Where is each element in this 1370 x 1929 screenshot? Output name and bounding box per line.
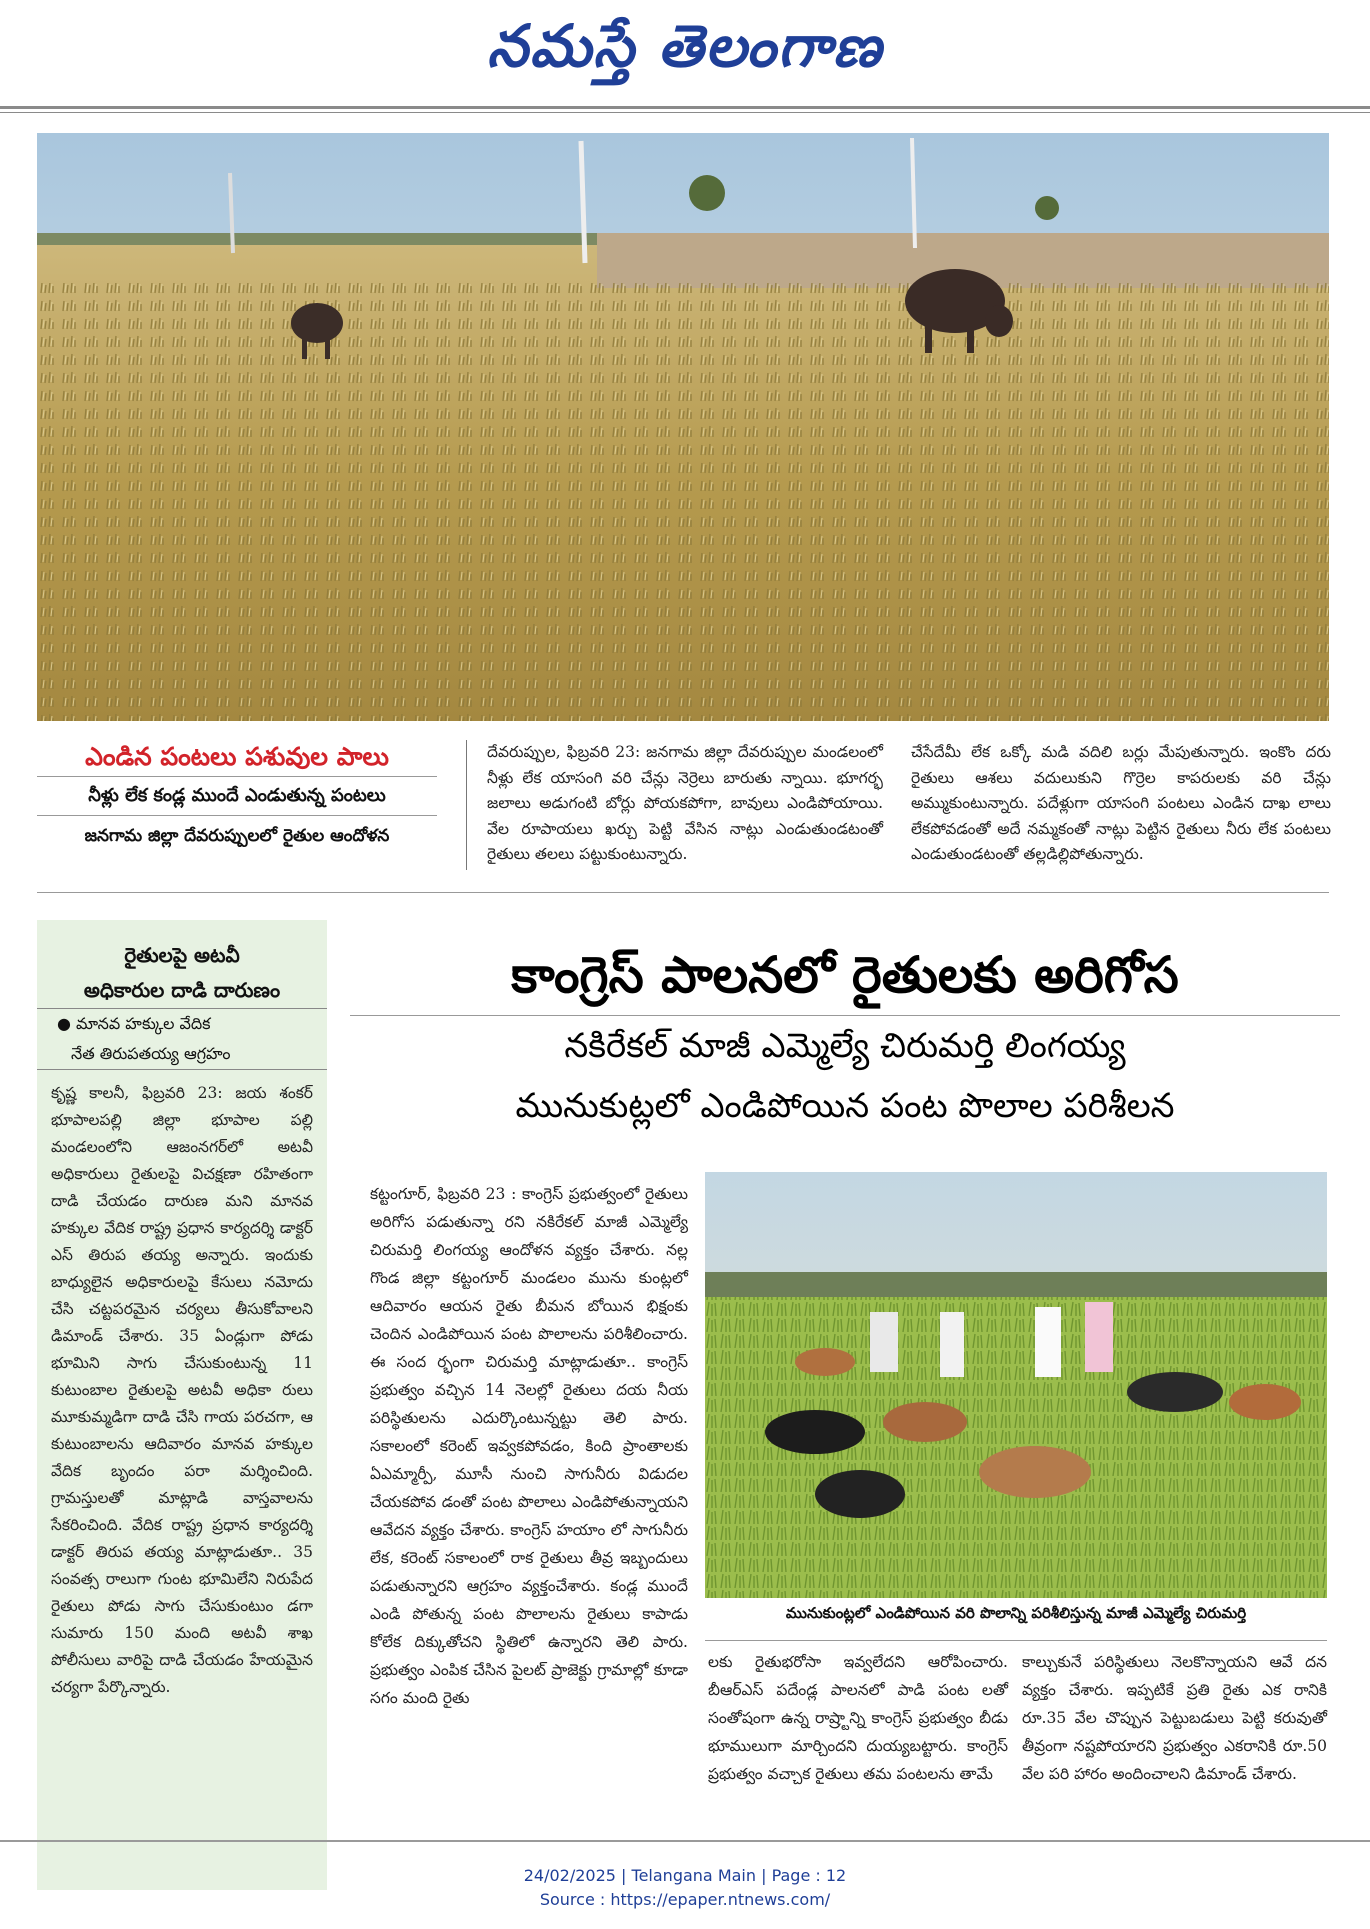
sidebar-bullet1: ● మానవ హక్కుల వేదిక: [37, 1008, 327, 1039]
story1-col2: చేసేదేమీ లేక ఒక్కో మడి వదిలి బర్లు మేపుతున్నారు. ఇంకొం దరు రైతులు ఆశలు వదులుకుని గొర్రెల కాపరులకు వరి చేన్లు అమ్ముకుంటున్నారు. పదేళ్లుగా యాసంగి పంటలు ఎండిన దాఖ లాలు లేకపోవడంతో అదే నమ్మకంతో నాట్లు పెట్టిన రైతులు నీరు లేక పంటలు ఎండుతుండటంతో తల్లడిల్లిపోతున్నారు.: [911, 743, 1331, 864]
story1-col1: దేవరుప్పుల, ఫిబ్రవరి 23: జనగామ జిల్లా దేవరుప్పుల మండలంలో నీళ్లు లేక యాసంగి వరి చేన్లు నెర్రెలు బారుతు న్నాయి. భూగర్భ జలాలు అడుగంటి బోర్లు పోయకపోగా, బావులు ఎండిపోయాయి. వేల రూపాయలు ఖర్చు పెట్టి వేసిన నాట్లు ఎండుతుండటంతో రైతులు తలలు పట్టుకుంటున్నారు.: [487, 743, 883, 864]
sidebar-body: కృష్ణ కాలనీ, ఫిబ్రవరి 23: జయ శంకర్ భూపాలపల్లి జిల్లా భూపాల పల్లి మండలంలోని ఆజంనగర్‌లో అటవీ అధికారులు రైతులపై విచక్షణా రహితంగా దాడి చేయడం దారుణ మని మానవ హక్కుల వేదిక రాష్ట్ర ప్రధాన కార్యదర్శి డాక్టర్ ఎస్ తిరుప తయ్య అన్నారు. ఇందుకు బాధ్యులైన అధికారులపై కేసులు నమోదు చేసి చట్టపరమైన చర్యలు తీసుకోవాలని డిమాండ్ చేశారు. 35 ఏండ్లుగా పోడు భూమిని సాగు చేసుకుంటున్న 11 కుటుంబాల రైతులపై అటవీ అధికా రులు మూకుమ్మడిగా దాడి చేసి గాయ పరచగా, ఆ కుటుంబాలను ఆదివారం మానవ హక్కుల వేదిక బృందం పరా మర్శించింది. గ్రామస్తులతో మాట్లాడి వాస్తవాలను సేకరించింది. వేదిక రాష్ట్ర ప్రధాన కార్యదర్శి డాక్టర్ తిరుప తయ్య మాట్లాడుతూ.. 35 సంవత్స రాలుగా గుంట భూమిలేని నిరుపేద రైతులు పోడు సాగు చేసుకుంటుం డగా సుమారు 150 మంది అటవీ శాఖ పోలీసులు వారిపై దాడి చేయడం హేయమైన చర్యగా పేర్కొన్నారు.: [51, 1084, 313, 1696]
photo-inspection: [705, 1172, 1327, 1598]
footer-date-line: 24/02/2025 | Telangana Main | Page : 12: [523, 1866, 847, 1885]
sidebar-bullet2: నేత తిరుపతయ్య ఆగ్రహం: [37, 1039, 327, 1070]
story2-col3: కాల్చుకునే పరిస్థితులు నెలకొన్నాయని ఆవే దన వ్యక్తం చేశారు. ఇప్పటికే ప్రతి రైతు ఎక రానికి రూ.35 వేల చొప్పున పెట్టుబడులు పెట్టి కరువుతో తీవ్రంగా నష్టపోయారని ప్రభుత్వం ఎకరానికి రూ.50 వేల పరి హారం అందించాలని డిమాండ్ చేశారు.: [1022, 1653, 1327, 1783]
section-divider: [37, 892, 1329, 893]
photo-dry-field: [37, 133, 1329, 721]
sidebar-heading1: రైతులపై అటవీ: [124, 943, 240, 967]
photo-caption: మునుకుంట్లలో ఎండిపోయిన వరి పొలాన్ని పరిశీలిస్తున్న మాజీ ఎమ్మెల్యే చిరుమర్తి: [785, 1604, 1247, 1622]
story2-deck2: మునుకుట్లలో ఎండిపోయిన పంట పొలాల పరిశీలన: [515, 1086, 1175, 1126]
sidebar-bullet1-text: మానవ హక్కుల వేదిక: [76, 1014, 211, 1033]
story1-headline: ఎండిన పంటలు పశువుల పాలు: [37, 738, 437, 777]
story2-heads: [350, 935, 1340, 1136]
newspaper-logo: నమస్తే తెలంగాణ: [487, 12, 883, 80]
story1-subhead1: నీళ్లు లేక కండ్ల ముందే ఎండుతున్న పంటలు: [37, 777, 437, 816]
story2-col2: లకు రైతుభరోసా ఇవ్వలేదని ఆరోపించారు. బీఆర్‌ఎస్ పదేండ్ల పాలనలో పాడి పంట లతో సంతోషంగా ఉన్న రాష్ర్టాన్ని కాంగ్రెస్ ప్రభుత్వం బీడు భూములుగా మార్చిందని దుయ్యబట్టారు. కాంగ్రెస్ ప్రభుత్వం వచ్చాక రైతులు తమ పంటలను తామే: [708, 1653, 1008, 1783]
masthead: [0, 0, 1370, 100]
story2-col1: కట్టంగూర్, ఫిబ్రవరి 23 : కాంగ్రెస్ ప్రభుత్వంలో రైతులు అరిగోస పడుతున్నా రని నకిరేకల్ మాజీ ఎమ్మెల్యే చిరుమర్తి లింగయ్య ఆందోళన వ్యక్తం చేశారు. నల్ల గొండ జిల్లా కట్టంగూర్ మండలం మును కుంట్లలో ఆదివారం ఆయన రైతు బీమన బోయిన భిక్షంకు చెందిన ఎండిపోయిన పంట పొలాలను పరిశీలించారు. ఈ సంద ర్భంగా చిరుమర్తి మాట్లాడుతూ.. కాంగ్రెస్ ప్రభుత్వం వచ్చిన 14 నెలల్లో రైతులు దయ నీయ పరిస్థితులను ఎదుర్కొంటున్నట్టు తెలి పారు. సకాలంలో కరెంట్ ఇవ్వకపోవడం, కింది ప్రాంతాలకు ఏఎమ్మార్పీ, మూసీ నుంచి సాగునీరు విడుదల చేయకపోవ డంతో పంట పొలాలు ఎండిపోతున్నాయని ఆవేదన వ్యక్తం చేశారు. కాంగ్రెస్ హయాం లో సాగునీరు లేక, కరెంట్ సకాలంలో రాక రైతులు తీవ్ర ఇబ్బందులు పడుతున్నారని ఆగ్రహం వ్యక్తంచేశారు. కండ్ల ముందే ఎండి పోతున్న పంట పొలాలను రైతులు కాపాడు కోలేక దిక్కుతోచని స్థితిలో ఉన్నారని తెలి పారు. ప్రభుత్వం ఎంపిక చేసిన పైలట్ ప్రాజెక్టు గ్రామాల్లో కూడా సగం మంది రైతు: [370, 1185, 688, 1707]
masthead-rule: [0, 106, 1370, 109]
sidebar-story: [37, 920, 327, 1890]
story2-headline: కాంగ్రెస్ పాలనలో రైతులకు అరిగోస: [350, 935, 1340, 1016]
caption-rule: [705, 1640, 1327, 1641]
footer-rule: [0, 1840, 1370, 1842]
story1-heads: [37, 738, 437, 856]
story1-subhead2: జనగామ జిల్లా దేవరుప్పులలో రైతుల ఆందోళన: [84, 826, 390, 846]
footer-source: Source : https://epaper.ntnews.com/: [539, 1890, 831, 1909]
story2-deck1: నకిరేకల్ మాజీ ఎమ్మెల్యే చిరుమర్తి లింగయ్య: [564, 1026, 1126, 1066]
masthead-rule-thin: [0, 112, 1370, 113]
sidebar-heading2: అధికారుల దాడి దారుణం: [83, 978, 281, 1002]
column-divider: [466, 740, 467, 870]
